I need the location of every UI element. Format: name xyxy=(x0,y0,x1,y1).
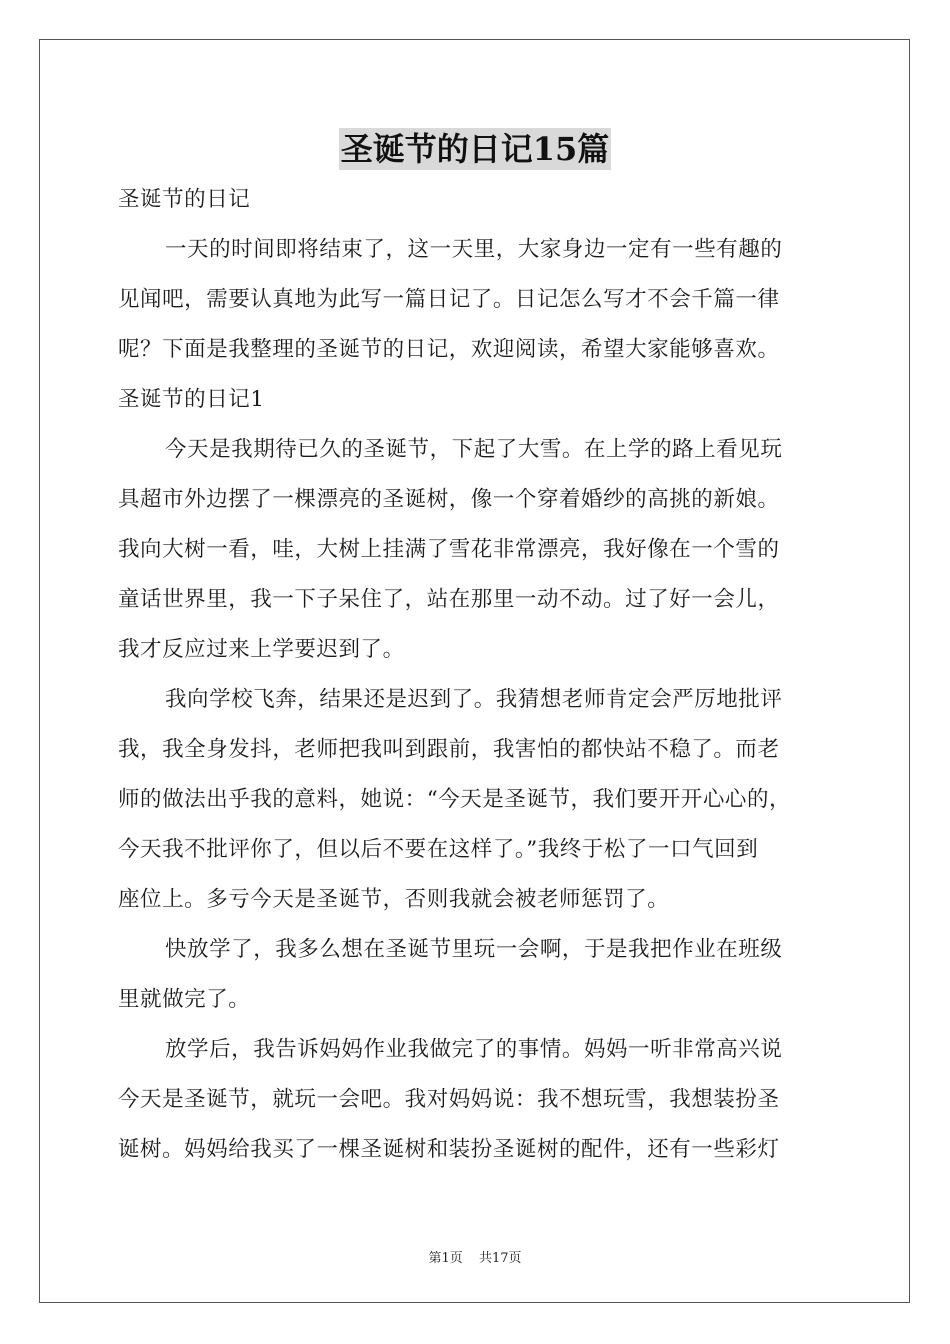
text-line: 诞树。妈妈给我买了一棵圣诞树和装扮圣诞树的配件，还有一些彩灯 xyxy=(118,1137,780,1162)
page-total: 共17页 xyxy=(478,1251,522,1266)
text-line: 快放学了，我多么想在圣诞节里玩一会啊，于是我把作业在班级 xyxy=(165,937,783,962)
text-line: 一天的时间即将结束了，这一天里，大家身边一定有一些有趣的 xyxy=(165,237,783,262)
text-line: 见闻吧，需要认真地为此写一篇日记了。日记怎么写才不会千篇一律 xyxy=(118,287,780,312)
text-line: 圣诞节的日记 xyxy=(118,187,251,212)
text-line: 具超市外边摆了一棵漂亮的圣诞树，像一个穿着婚纱的高挑的新娘。 xyxy=(118,487,780,512)
document-body xyxy=(118,175,834,1175)
text-line: 我才反应过来上学要迟到了。 xyxy=(118,637,405,662)
text-line: 童话世界里，我一下子呆住了，站在那里一动不动。过了好一会儿， xyxy=(118,587,780,612)
text-line: 圣诞节的日记1 xyxy=(118,387,265,412)
page-number: 第1页 xyxy=(428,1251,463,1266)
text-line: 里就做完了。 xyxy=(118,987,251,1012)
document-title: 圣诞节的日记15篇 xyxy=(340,130,610,168)
text-line: 我向大树一看，哇，大树上挂满了雪花非常漂亮，我好像在一个雪的 xyxy=(118,537,780,562)
text-line: 师的做法出乎我的意料，她说：“今天是圣诞节，我们要开开心心的， xyxy=(118,787,792,812)
title-container xyxy=(0,128,950,170)
text-line: 我向学校飞奔，结果还是迟到了。我猜想老师肯定会严厉地批评 xyxy=(165,687,783,712)
text-line: 今天是我期待已久的圣诞节，下起了大雪。在上学的路上看见玩 xyxy=(165,437,783,462)
text-line: 我，我全身发抖，老师把我叫到跟前，我害怕的都快站不稳了。而老 xyxy=(118,737,780,762)
text-line: 今天是圣诞节，就玩一会吧。我对妈妈说：我不想玩雪，我想装扮圣 xyxy=(118,1087,780,1112)
text-line: 呢？下面是我整理的圣诞节的日记，欢迎阅读，希望大家能够喜欢。 xyxy=(118,337,780,362)
text-line: 今天我不批评你了，但以后不要在这样了。”我终于松了一口气回到 xyxy=(118,837,759,862)
text-line: 放学后，我告诉妈妈作业我做完了的事情。妈妈一听非常高兴说 xyxy=(165,1037,783,1062)
text-line: 座位上。多亏今天是圣诞节，否则我就会被老师惩罚了。 xyxy=(118,887,670,912)
page-footer xyxy=(0,1247,950,1266)
